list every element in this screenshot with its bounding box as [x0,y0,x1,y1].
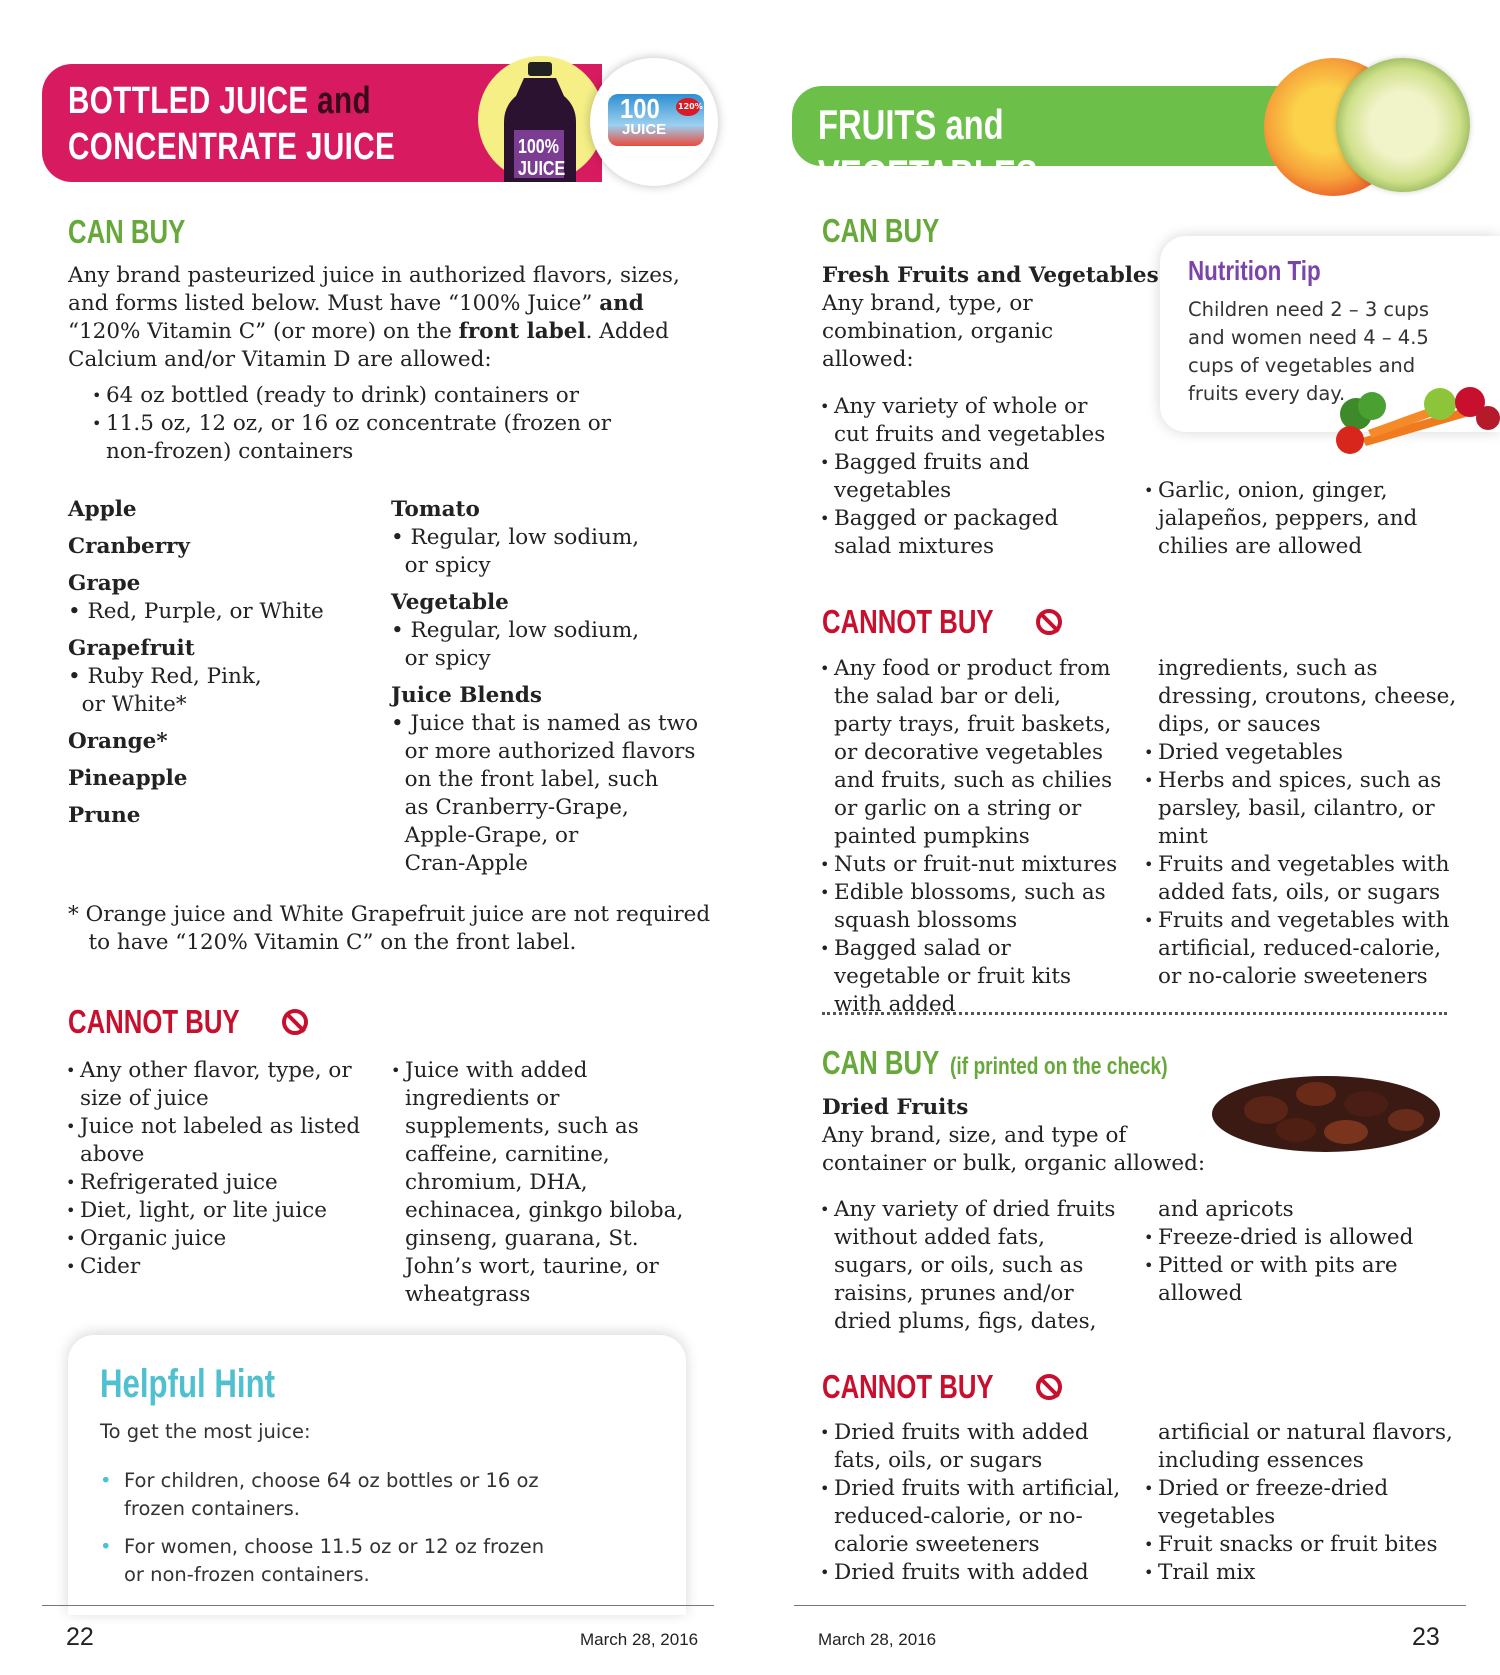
fruits-banner [792,86,1332,198]
fv-cannot-col2-cont: ingredients, such as dressing, croutons, cheese, dips, or sauces [1158,656,1457,737]
list-item: • Diet, light, or lite juice [66,1197,366,1225]
date-left: March 28, 2016 [580,1630,699,1649]
list-item: • Juice with added ingredients or supplements, such as caffeine, carnitine, chromium, DHA, echinacea, ginkgo biloba, ginseng, guarana, St. John’s wort, taurine, or wheatgrass [391,1057,691,1309]
flavor-name: Cranberry [68,534,190,559]
can-label-big: 100 [620,93,660,124]
juice-flavors-col2 [391,496,711,878]
juice-banner-title: BOTTLED JUICE and CONCENTRATE JUICE [68,80,396,168]
list-item: • Freeze-dried is allowed [1144,1224,1464,1252]
can-label-small: JUICE [622,121,667,138]
list-item: • Organic juice [66,1225,366,1253]
list-item: • Dried or freeze-dried vegetables [1144,1475,1464,1531]
page-number-right: 23 [1412,1623,1440,1651]
juice-flavors-col1 [68,496,368,830]
can-badge: 120% [678,102,703,111]
dried-subhead: Dried Fruits [822,1095,969,1120]
list-item: • Bagged or packaged salad mixtures [820,505,1120,561]
flavor-name: Prune [68,803,141,828]
fv-intro: Any brand, type, or combination, organic allowed: [822,291,1054,372]
dried-cannot-col2 [1144,1475,1464,1587]
juice-footnote: * Orange juice and White Grapefruit juice are not required to have “120% Vitamin C” on the front label. [68,902,711,955]
dried-can-col2 [1144,1224,1464,1308]
bottle-label: 100% JUICE [518,136,566,180]
fv-can-list [820,393,1120,561]
fv-cannot-col1 [820,655,1122,1019]
list-item: • Garlic, onion, ginger, jalapeños, peppers, and chilies are allowed [1144,477,1434,561]
list-item: • Any food or product from the salad bar or deli, party trays, fruit baskets, or decorative vegetables and fruits, such as chilies or garlic on a string or painted pumpkins [820,655,1122,851]
fv-subhead: Fresh Fruits and Vegetables [822,263,1159,288]
flavor-name: Grape [68,571,141,596]
fv-cannot-buy-heading: CANNOT BUY [822,602,1062,642]
flavor-name: Grapefruit [68,636,195,661]
dried-can-col2-cont: and apricots [1158,1197,1294,1222]
cabbage-image [1336,58,1470,192]
flavor-detail: • Red, Purple, or White [68,599,324,624]
flavor-detail: • Juice that is named as two or more authorized flavors on the front label, such as Cranberry-Grape, Apple-Grape, or Cran-Apple [391,711,699,876]
list-item: • Bagged fruits and vegetables [820,449,1120,505]
list-item: • Trail mix [1144,1559,1464,1587]
hint-title: Helpful Hint [100,1362,276,1406]
list-item: • Fruit snacks or fruit bites [1144,1531,1464,1559]
helpful-hint-box [68,1335,686,1615]
list-item: • Edible blossoms, such as squash blossoms [820,879,1122,935]
flavor-name: Tomato [391,497,480,522]
date-right: March 28, 2016 [818,1630,937,1649]
prohibited-icon [282,1009,308,1035]
list-item: • 64 oz bottled (ready to drink) containers or [92,382,612,410]
juice-bottle-image [478,56,604,182]
list-item: • For women, choose 11.5 oz or 12 oz frozen or non-frozen containers. [100,1535,545,1586]
left-footer-rule [42,1605,714,1606]
list-item: • Fruits and vegetables with added fats, oils, or sugars [1144,851,1464,907]
flavor-name: Vegetable [391,590,509,615]
list-item: • Any other flavor, type, or size of juice [66,1057,366,1113]
list-item: • Dried fruits with artificial, reduced-calorie, or no-calorie sweeteners [820,1475,1122,1559]
juice-container-list [92,382,612,466]
flavor-name: Pineapple [68,766,188,791]
list-item: • Dried fruits with added fats, oils, or sugars [820,1419,1122,1475]
hint-list [100,1467,570,1589]
list-item: • Bagged salad or vegetable or fruit kits with added [820,935,1122,1019]
list-item: • Cider [66,1253,366,1281]
dried-can-col1 [820,1196,1122,1336]
list-item: • Fruits and vegetables with artificial, reduced-calorie, or no-calorie sweeteners [1144,907,1464,991]
list-item: • Herbs and spices, such as parsley, basil, cilantro, or mint [1144,767,1464,851]
list-item: • Dried vegetables [1144,739,1464,767]
juice-cannot-col1 [66,1057,366,1281]
list-item: • Juice not labeled as listed above [66,1113,366,1169]
fv-can-list-col2 [1144,477,1434,561]
right-footer-rule [794,1605,1466,1606]
fv-cannot-col2 [1144,739,1464,991]
juice-cannot-col2 [391,1057,691,1309]
juice-can-buy-intro: Any brand pasteurized juice in authorized flavors, sizes, and forms listed below. Must have “100% Juice” and “120% Vitamin C” (or more) on the front label. Added Calcium and/or Vitamin D are allowed: [68,263,680,372]
fv-can-buy-heading: CAN BUY [822,212,940,249]
dried-intro: Any brand, size, and type of container or bulk, organic allowed: [822,1123,1206,1176]
hint-intro: To get the most juice: [100,1420,311,1443]
tip-text: Children need 2 – 3 cups and women need 4 – 4.5 cups of vegetables and fruits every day. [1188,298,1430,405]
prohibited-icon [1036,609,1062,635]
list-item: • 11.5 oz, 12 oz, or 16 oz concentrate (frozen or non-frozen) containers [92,410,612,466]
list-item: • Nuts or fruit-nut mixtures [820,851,1122,879]
list-item: • Dried fruits with added [820,1559,1122,1587]
list-item: • Pitted or with pits are allowed [1144,1252,1464,1308]
dried-cannot-buy-heading: CANNOT BUY [822,1367,1062,1407]
list-item: • Any variety of whole or cut fruits and vegetables [820,393,1120,449]
list-item: • Refrigerated juice [66,1169,366,1197]
flavor-detail: • Ruby Red, Pink, or White* [68,664,262,717]
list-item: • Any variety of dried fruits without added fats, sugars, or oils, such as raisins, prunes and/or dried plums, figs, dates, [820,1196,1122,1336]
flavor-name: Orange* [68,729,168,754]
dried-cannot-col1 [820,1419,1122,1587]
flavor-detail: • Regular, low sodium, or spicy [391,525,640,578]
flavor-name: Juice Blends [391,683,543,708]
flavor-name: Apple [68,497,137,522]
juice-can-image [590,58,718,186]
section-divider [822,1012,1447,1015]
tip-title: Nutrition Tip [1188,255,1321,286]
dried-can-buy-heading: CAN BUY (if printed on the check) [822,1044,1168,1081]
dried-cannot-col2-cont: artificial or natural flavors, including essences [1158,1420,1453,1473]
list-item: • For children, choose 64 oz bottles or 16 oz frozen containers. [100,1469,539,1520]
juice-can-buy-heading: CAN BUY [68,213,186,250]
page-number-left: 22 [66,1623,94,1651]
vegetables-image [1322,378,1500,458]
prohibited-icon [1036,1374,1062,1400]
flavor-detail: • Regular, low sodium, or spicy [391,618,640,671]
juice-cannot-buy-heading: CANNOT BUY [68,1002,308,1042]
raisins-image [1206,1060,1446,1160]
fruits-banner-title: FRUITS and VEGETABLES [818,101,1038,198]
